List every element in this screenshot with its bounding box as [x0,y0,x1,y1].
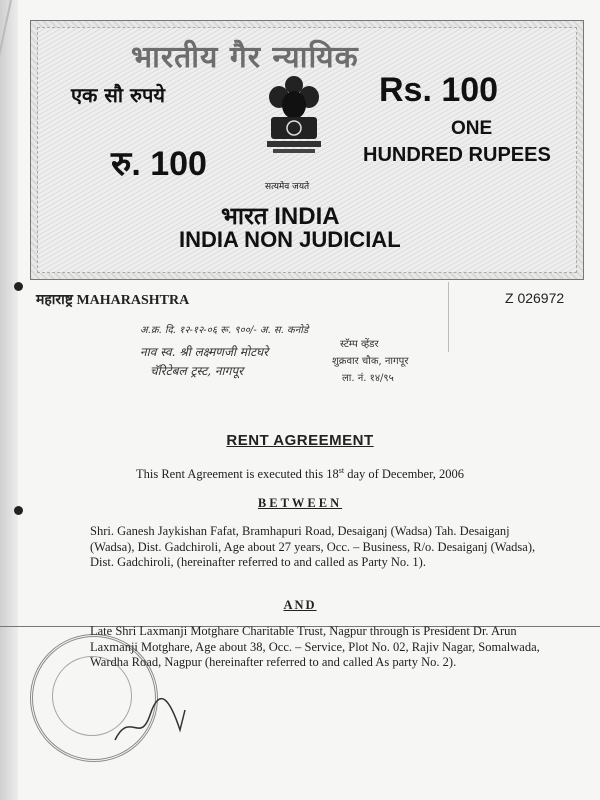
stamp-paper [30,20,584,280]
document-title: RENT AGREEMENT [226,432,374,449]
state-label: महाराष्ट्र MAHARASHTRA [36,293,190,308]
intro-text: This Rent Agreement is executed this 18 [135,467,339,482]
and-heading: AND [283,598,317,612]
ashoka-emblem-icon [263,71,325,176]
party-1-paragraph: Shri. Ganesh Jaykishan Fafat, Bramhapuri Road, Desaiganj (Wadsa) Tah. Desaiganj (Wadsa), Dist. Gadchiroli, Age about 27 years, Occ. – Business, R/o. Desaiganj (Wadsa), Dist. Gadchiroli, (hereinafter referred to and called as Party No. 1). [90,524,536,569]
punch-hole [14,282,23,291]
between-heading: BETWEEN [257,496,343,510]
handwritten-line-3: चॅरिटेबल ट्रस्ट, नागपूर [150,364,244,378]
stamp-motto: सत्यमेव जयते [265,182,310,192]
stamp-amount-words-1: ONE [451,118,493,139]
stamp-amount-words-2: HUNDRED RUPEES [363,144,551,166]
handwritten-line-1: अ.क्र. दि. १२-१२-०६ रू. ९००/- अ. स. कनोडे [140,325,309,336]
signature-icon [110,690,190,750]
stamp-type: INDIA NON JUDICIAL [179,227,401,252]
stamp-vendor-label: स्टॅम्प व्हेंडर [340,339,379,350]
stamp-country: भारत INDIA [221,203,340,230]
stamp-vendor-license: ला. नं. १४/९५ [342,373,394,384]
stamp-amount-ru: रु. 100 [111,145,207,183]
page-fold-shadow [0,0,18,800]
agreement-intro [0,466,600,482]
stamp-vendor-address: शुक्रवार चौक, नागपूर [332,356,409,367]
stamp-header-hindi: भारतीय गैर न्यायिक [131,40,359,75]
stamp-amount-hindi: एक सौ रुपये [71,83,165,107]
stamp-amount-rs: Rs. 100 [379,71,499,109]
intro-text-end: day of December, 2006 [344,467,465,482]
handwritten-line-2: नाव स्व. श्री लक्ष्मणजी मोटघरे [140,345,269,359]
intro-superscript: st [338,466,345,475]
party-2-paragraph: Late Shri Laxmanji Motghare Charitable Trust, Nagpur through is President Dr. Arun Laxmanji Motghare, Age about 38, Occ. – Service, Plot No. 02, Rajiv Nagar, Somalwada, Wardha Road, Nagpur (hereinafter referred to and called As party No. 2). [90,624,540,669]
stamp-serial-number: Z 026972 [505,290,565,306]
